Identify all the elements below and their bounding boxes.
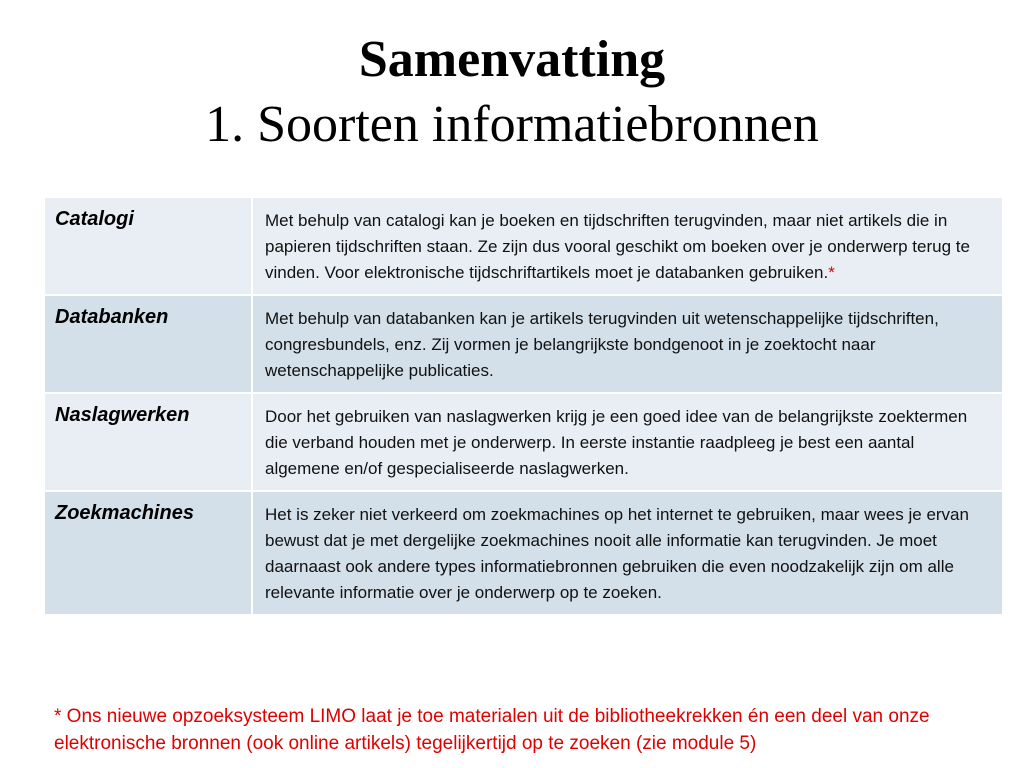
description-cell: Door het gebruiken van naslagwerken krijg je een goed idee van de belangrijkste zoektermen die verband houden met je onderwerp. In eerste instantie raadpleeg je best een aantal algemene en/of gespecialiseerde naslagwerken. (252, 393, 1003, 491)
summary-table (43, 196, 1004, 616)
footnote: * Ons nieuwe opzoeksysteem LIMO laat je toe materialen uit de bibliotheekrekken én een deel van onze elektronische bronnen (ook online artikels) tegelijkertijd op te zoeken (zie module 5) (54, 706, 930, 754)
slide-title (0, 28, 1024, 158)
description-cell (252, 197, 1003, 295)
description-cell: Het is zeker niet verkeerd om zoekmachines op het internet te gebruiken, maar wees je ervan bewust dat je met dergelijke zoekmachines nooit alle informatie kan terugvinden. Je moet daarnaast ook andere types informatiebronnen gebruiken die even noodzakelijk zijn om alle relevante informatie over je onderwerp op te zoeken. (252, 491, 1003, 615)
table-row (44, 393, 1003, 491)
footnote-marker: * (828, 263, 835, 282)
title-main: Samenvatting (358, 31, 666, 88)
description-text: Met behulp van catalogi kan je boeken en tijdschriften terugvinden, maar niet artikels die in papieren tijdschriften staan. Ze zijn dus vooral geschikt om boeken over je onderwerp terug te vinden. Voor elektronische tijdschriftartikels moet je databanken gebruiken. (265, 211, 970, 282)
table-row (44, 295, 1003, 393)
term-cell: Zoekmachines (44, 491, 252, 615)
title-subtitle: 1. Soorten informatiebronnen (205, 96, 819, 153)
description-cell: Met behulp van databanken kan je artikels terugvinden uit wetenschappelijke tijdschriften, congresbundels, enz. Zij vormen je belangrijkste bondgenoot in je zoektocht naar wetenschappelijke publicaties. (252, 295, 1003, 393)
table-row (44, 491, 1003, 615)
term-cell: Naslagwerken (44, 393, 252, 491)
term-cell: Catalogi (44, 197, 252, 295)
term-cell: Databanken (44, 295, 252, 393)
table-row (44, 197, 1003, 295)
